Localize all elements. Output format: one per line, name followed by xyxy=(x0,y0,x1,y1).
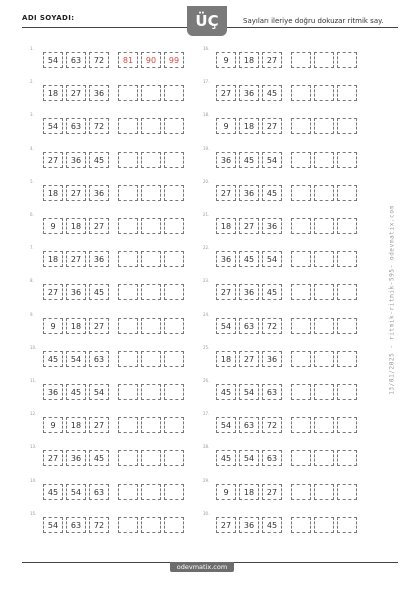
number-cell: 54 xyxy=(262,152,282,168)
number-cell: 27 xyxy=(43,284,63,300)
answer-blank-cell[interactable] xyxy=(291,484,311,500)
question-number: 25. xyxy=(203,344,210,350)
answer-blank-cell[interactable] xyxy=(291,450,311,466)
question-number: 2. xyxy=(30,79,34,85)
answer-blank-cell[interactable] xyxy=(141,384,161,400)
answer-blank-cell[interactable] xyxy=(164,284,184,300)
grade-badge: ÜÇ xyxy=(187,6,227,36)
number-cell: 9 xyxy=(43,318,63,334)
answer-blank-cell[interactable] xyxy=(141,118,161,134)
question-number: 16. xyxy=(203,46,210,51)
answer-blank-cell[interactable] xyxy=(337,152,357,168)
worksheet-header xyxy=(0,0,420,36)
number-cell: 45 xyxy=(89,450,109,466)
number-cell: 45 xyxy=(43,484,63,500)
side-watermark-label: 13/01/2025 - ritmik-ritmik-595- odevmatix.com xyxy=(388,205,396,395)
answer-blank-cell[interactable] xyxy=(118,185,138,201)
question-number: 1. xyxy=(30,46,34,51)
answer-blank-cell[interactable] xyxy=(337,517,357,533)
answer-blank-cell[interactable] xyxy=(118,351,138,367)
answer-blank-cell[interactable] xyxy=(337,450,357,466)
answer-blank-cell[interactable] xyxy=(118,318,138,334)
number-cell: 72 xyxy=(262,417,282,433)
answer-blank-cell[interactable] xyxy=(291,517,311,533)
answer-blank-cell[interactable] xyxy=(314,384,334,400)
answer-blank-cell[interactable] xyxy=(314,484,334,500)
answer-blank-cell[interactable] xyxy=(291,85,311,101)
number-cell: 18 xyxy=(43,251,63,267)
question-number: 28. xyxy=(203,444,210,450)
answer-blank-cell[interactable] xyxy=(141,284,161,300)
question-number: 5. xyxy=(30,178,34,184)
number-cell: 27 xyxy=(66,85,86,101)
number-cell: 36 xyxy=(239,517,259,533)
number-cell: 45 xyxy=(89,284,109,300)
number-cell: 54 xyxy=(43,118,63,134)
answer-blank-cell[interactable] xyxy=(314,284,334,300)
answer-blank-cell[interactable] xyxy=(118,218,138,234)
question-number: 12. xyxy=(30,411,37,417)
answer-blank-cell[interactable] xyxy=(291,351,311,367)
answer-blank-cell[interactable] xyxy=(291,152,311,168)
question-number: 23. xyxy=(203,278,210,284)
answer-blank-cell[interactable] xyxy=(314,351,334,367)
number-cell: 36 xyxy=(66,450,86,466)
number-cell: 63 xyxy=(66,517,86,533)
number-cell: 63 xyxy=(262,450,282,466)
answer-blank-cell[interactable] xyxy=(291,118,311,134)
number-cell: 9 xyxy=(216,52,236,68)
number-cell: 18 xyxy=(43,85,63,101)
number-cell: 18 xyxy=(43,185,63,201)
name-label: ADI SOYADI: xyxy=(22,14,75,22)
number-cell: 27 xyxy=(43,450,63,466)
number-cell: 54 xyxy=(66,351,86,367)
answer-blank-cell[interactable] xyxy=(337,417,357,433)
answer-blank-cell[interactable] xyxy=(314,118,334,134)
number-cell: 63 xyxy=(239,318,259,334)
answer-blank-cell[interactable] xyxy=(291,52,311,68)
number-cell: 72 xyxy=(262,318,282,334)
number-cell: 27 xyxy=(89,218,109,234)
footer-site-badge: odevmatix.com xyxy=(170,562,234,572)
number-cell: 36 xyxy=(262,351,282,367)
number-cell: 27 xyxy=(239,351,259,367)
answer-blank-cell[interactable] xyxy=(337,284,357,300)
answer-blank-cell[interactable] xyxy=(141,185,161,201)
number-cell: 9 xyxy=(43,417,63,433)
number-cell: 18 xyxy=(66,417,86,433)
number-cell: 45 xyxy=(239,152,259,168)
answer-blank-cell[interactable] xyxy=(291,284,311,300)
number-cell: 27 xyxy=(239,218,259,234)
answer-blank-cell[interactable] xyxy=(337,318,357,334)
answer-blank-cell[interactable] xyxy=(141,85,161,101)
answer-blank-cell[interactable] xyxy=(164,384,184,400)
number-cell: 45 xyxy=(262,284,282,300)
answer-blank-cell[interactable] xyxy=(337,251,357,267)
number-cell: 81 xyxy=(118,52,138,68)
number-cell: 27 xyxy=(43,152,63,168)
number-cell: 45 xyxy=(216,450,236,466)
number-cell: 27 xyxy=(89,318,109,334)
number-cell: 54 xyxy=(43,517,63,533)
number-cell: 63 xyxy=(262,384,282,400)
answer-blank-cell[interactable] xyxy=(164,251,184,267)
number-cell: 36 xyxy=(89,85,109,101)
number-cell: 45 xyxy=(66,384,86,400)
answer-blank-cell[interactable] xyxy=(164,417,184,433)
answer-blank-cell[interactable] xyxy=(118,417,138,433)
answer-blank-cell[interactable] xyxy=(164,218,184,234)
number-cell: 54 xyxy=(239,450,259,466)
answer-blank-cell[interactable] xyxy=(141,318,161,334)
answer-blank-cell[interactable] xyxy=(314,152,334,168)
answer-blank-cell[interactable] xyxy=(337,484,357,500)
question-number: 8. xyxy=(30,278,34,284)
answer-blank-cell[interactable] xyxy=(314,517,334,533)
answer-blank-cell[interactable] xyxy=(314,85,334,101)
question-number: 26. xyxy=(203,378,210,383)
number-cell: 45 xyxy=(262,185,282,201)
number-cell: 63 xyxy=(89,484,109,500)
question-number: 22. xyxy=(203,245,210,251)
answer-blank-cell[interactable] xyxy=(164,118,184,134)
number-cell: 36 xyxy=(66,152,86,168)
answer-blank-cell[interactable] xyxy=(314,450,334,466)
answer-blank-cell[interactable] xyxy=(337,118,357,134)
question-number: 18. xyxy=(203,112,210,118)
answer-blank-cell[interactable] xyxy=(141,251,161,267)
answer-blank-cell[interactable] xyxy=(291,218,311,234)
number-cell: 18 xyxy=(216,351,236,367)
number-cell: 72 xyxy=(89,517,109,533)
number-cell: 63 xyxy=(66,118,86,134)
number-cell: 36 xyxy=(239,185,259,201)
answer-blank-cell[interactable] xyxy=(164,318,184,334)
answer-blank-cell[interactable] xyxy=(118,384,138,400)
number-cell: 18 xyxy=(66,318,86,334)
number-cell: 27 xyxy=(66,185,86,201)
number-cell: 9 xyxy=(216,118,236,134)
number-cell: 54 xyxy=(43,52,63,68)
question-number: 13. xyxy=(30,444,37,450)
number-cell: 54 xyxy=(89,384,109,400)
number-cell: 36 xyxy=(216,152,236,168)
number-cell: 99 xyxy=(164,52,184,68)
number-cell: 27 xyxy=(66,251,86,267)
answer-blank-cell[interactable] xyxy=(141,152,161,168)
answer-blank-cell[interactable] xyxy=(337,185,357,201)
answer-blank-cell[interactable] xyxy=(314,251,334,267)
answer-blank-cell[interactable] xyxy=(337,85,357,101)
question-number: 20. xyxy=(203,178,210,184)
number-cell: 36 xyxy=(89,251,109,267)
answer-blank-cell[interactable] xyxy=(164,351,184,367)
number-cell: 9 xyxy=(43,218,63,234)
number-cell: 54 xyxy=(239,384,259,400)
answer-blank-cell[interactable] xyxy=(141,218,161,234)
number-cell: 18 xyxy=(66,218,86,234)
answer-blank-cell[interactable] xyxy=(337,384,357,400)
number-cell: 36 xyxy=(66,284,86,300)
answer-blank-cell[interactable] xyxy=(118,251,138,267)
number-cell: 45 xyxy=(262,85,282,101)
number-cell: 27 xyxy=(216,517,236,533)
question-number: 9. xyxy=(30,311,34,317)
question-number: 29. xyxy=(203,477,210,483)
answer-blank-cell[interactable] xyxy=(118,284,138,300)
answer-blank-cell[interactable] xyxy=(291,417,311,433)
answer-blank-cell[interactable] xyxy=(314,52,334,68)
question-number: 15. xyxy=(30,510,37,516)
question-number: 17. xyxy=(203,79,210,85)
answer-blank-cell[interactable] xyxy=(291,318,311,334)
number-cell: 27 xyxy=(216,284,236,300)
answer-blank-cell[interactable] xyxy=(164,517,184,533)
number-cell: 18 xyxy=(239,484,259,500)
answer-blank-cell[interactable] xyxy=(141,450,161,466)
answer-blank-cell[interactable] xyxy=(164,185,184,201)
question-number: 7. xyxy=(30,245,34,251)
question-number: 24. xyxy=(203,311,210,317)
number-cell: 45 xyxy=(239,251,259,267)
answer-blank-cell[interactable] xyxy=(164,152,184,168)
number-cell: 54 xyxy=(216,417,236,433)
answer-blank-cell[interactable] xyxy=(337,52,357,68)
number-cell: 36 xyxy=(262,218,282,234)
answer-blank-cell[interactable] xyxy=(337,351,357,367)
question-number: 10. xyxy=(30,344,37,350)
number-cell: 63 xyxy=(66,52,86,68)
question-number: 11. xyxy=(30,378,37,383)
number-cell: 36 xyxy=(89,185,109,201)
answer-blank-cell[interactable] xyxy=(118,450,138,466)
number-cell: 54 xyxy=(66,484,86,500)
number-cell: 63 xyxy=(89,351,109,367)
number-cell: 27 xyxy=(262,118,282,134)
number-cell: 54 xyxy=(262,251,282,267)
answer-blank-cell[interactable] xyxy=(164,484,184,500)
answer-blank-cell[interactable] xyxy=(291,384,311,400)
number-cell: 36 xyxy=(43,384,63,400)
number-cell: 9 xyxy=(216,484,236,500)
question-number: 14. xyxy=(30,477,37,483)
answer-blank-cell[interactable] xyxy=(314,318,334,334)
number-cell: 27 xyxy=(89,417,109,433)
number-cell: 90 xyxy=(141,52,161,68)
number-cell: 27 xyxy=(216,185,236,201)
number-cell: 27 xyxy=(262,484,282,500)
answer-blank-cell[interactable] xyxy=(314,185,334,201)
question-number: 30. xyxy=(203,510,210,516)
number-cell: 18 xyxy=(239,118,259,134)
number-cell: 63 xyxy=(239,417,259,433)
question-number: 21. xyxy=(203,212,210,217)
answer-blank-cell[interactable] xyxy=(164,450,184,466)
number-cell: 45 xyxy=(216,384,236,400)
answer-blank-cell[interactable] xyxy=(314,218,334,234)
number-cell: 36 xyxy=(239,284,259,300)
number-cell: 45 xyxy=(262,517,282,533)
answer-blank-cell[interactable] xyxy=(118,85,138,101)
question-number: 27. xyxy=(203,411,210,417)
answer-blank-cell[interactable] xyxy=(291,251,311,267)
answer-blank-cell[interactable] xyxy=(337,218,357,234)
answer-blank-cell[interactable] xyxy=(291,185,311,201)
instruction-text: Sayıları ileriye doğru dokuzar ritmik say. xyxy=(243,17,384,25)
answer-blank-cell[interactable] xyxy=(118,484,138,500)
question-number: 3. xyxy=(30,112,34,118)
answer-blank-cell[interactable] xyxy=(141,517,161,533)
answer-blank-cell[interactable] xyxy=(118,152,138,168)
number-cell: 72 xyxy=(89,118,109,134)
number-cell: 45 xyxy=(89,152,109,168)
number-cell: 27 xyxy=(262,52,282,68)
question-number: 19. xyxy=(203,145,210,151)
number-cell: 18 xyxy=(216,218,236,234)
number-cell: 72 xyxy=(89,52,109,68)
answer-blank-cell[interactable] xyxy=(118,517,138,533)
answer-blank-cell[interactable] xyxy=(164,85,184,101)
number-cell: 45 xyxy=(43,351,63,367)
answer-blank-cell[interactable] xyxy=(314,417,334,433)
number-cell: 36 xyxy=(216,251,236,267)
number-cell: 18 xyxy=(239,52,259,68)
number-cell: 54 xyxy=(216,318,236,334)
answer-blank-cell[interactable] xyxy=(141,351,161,367)
question-number: 4. xyxy=(30,145,34,151)
answer-blank-cell[interactable] xyxy=(118,118,138,134)
number-cell: 27 xyxy=(216,85,236,101)
answer-blank-cell[interactable] xyxy=(141,417,161,433)
answer-blank-cell[interactable] xyxy=(141,484,161,500)
question-number: 6. xyxy=(30,212,34,217)
number-cell: 36 xyxy=(239,85,259,101)
